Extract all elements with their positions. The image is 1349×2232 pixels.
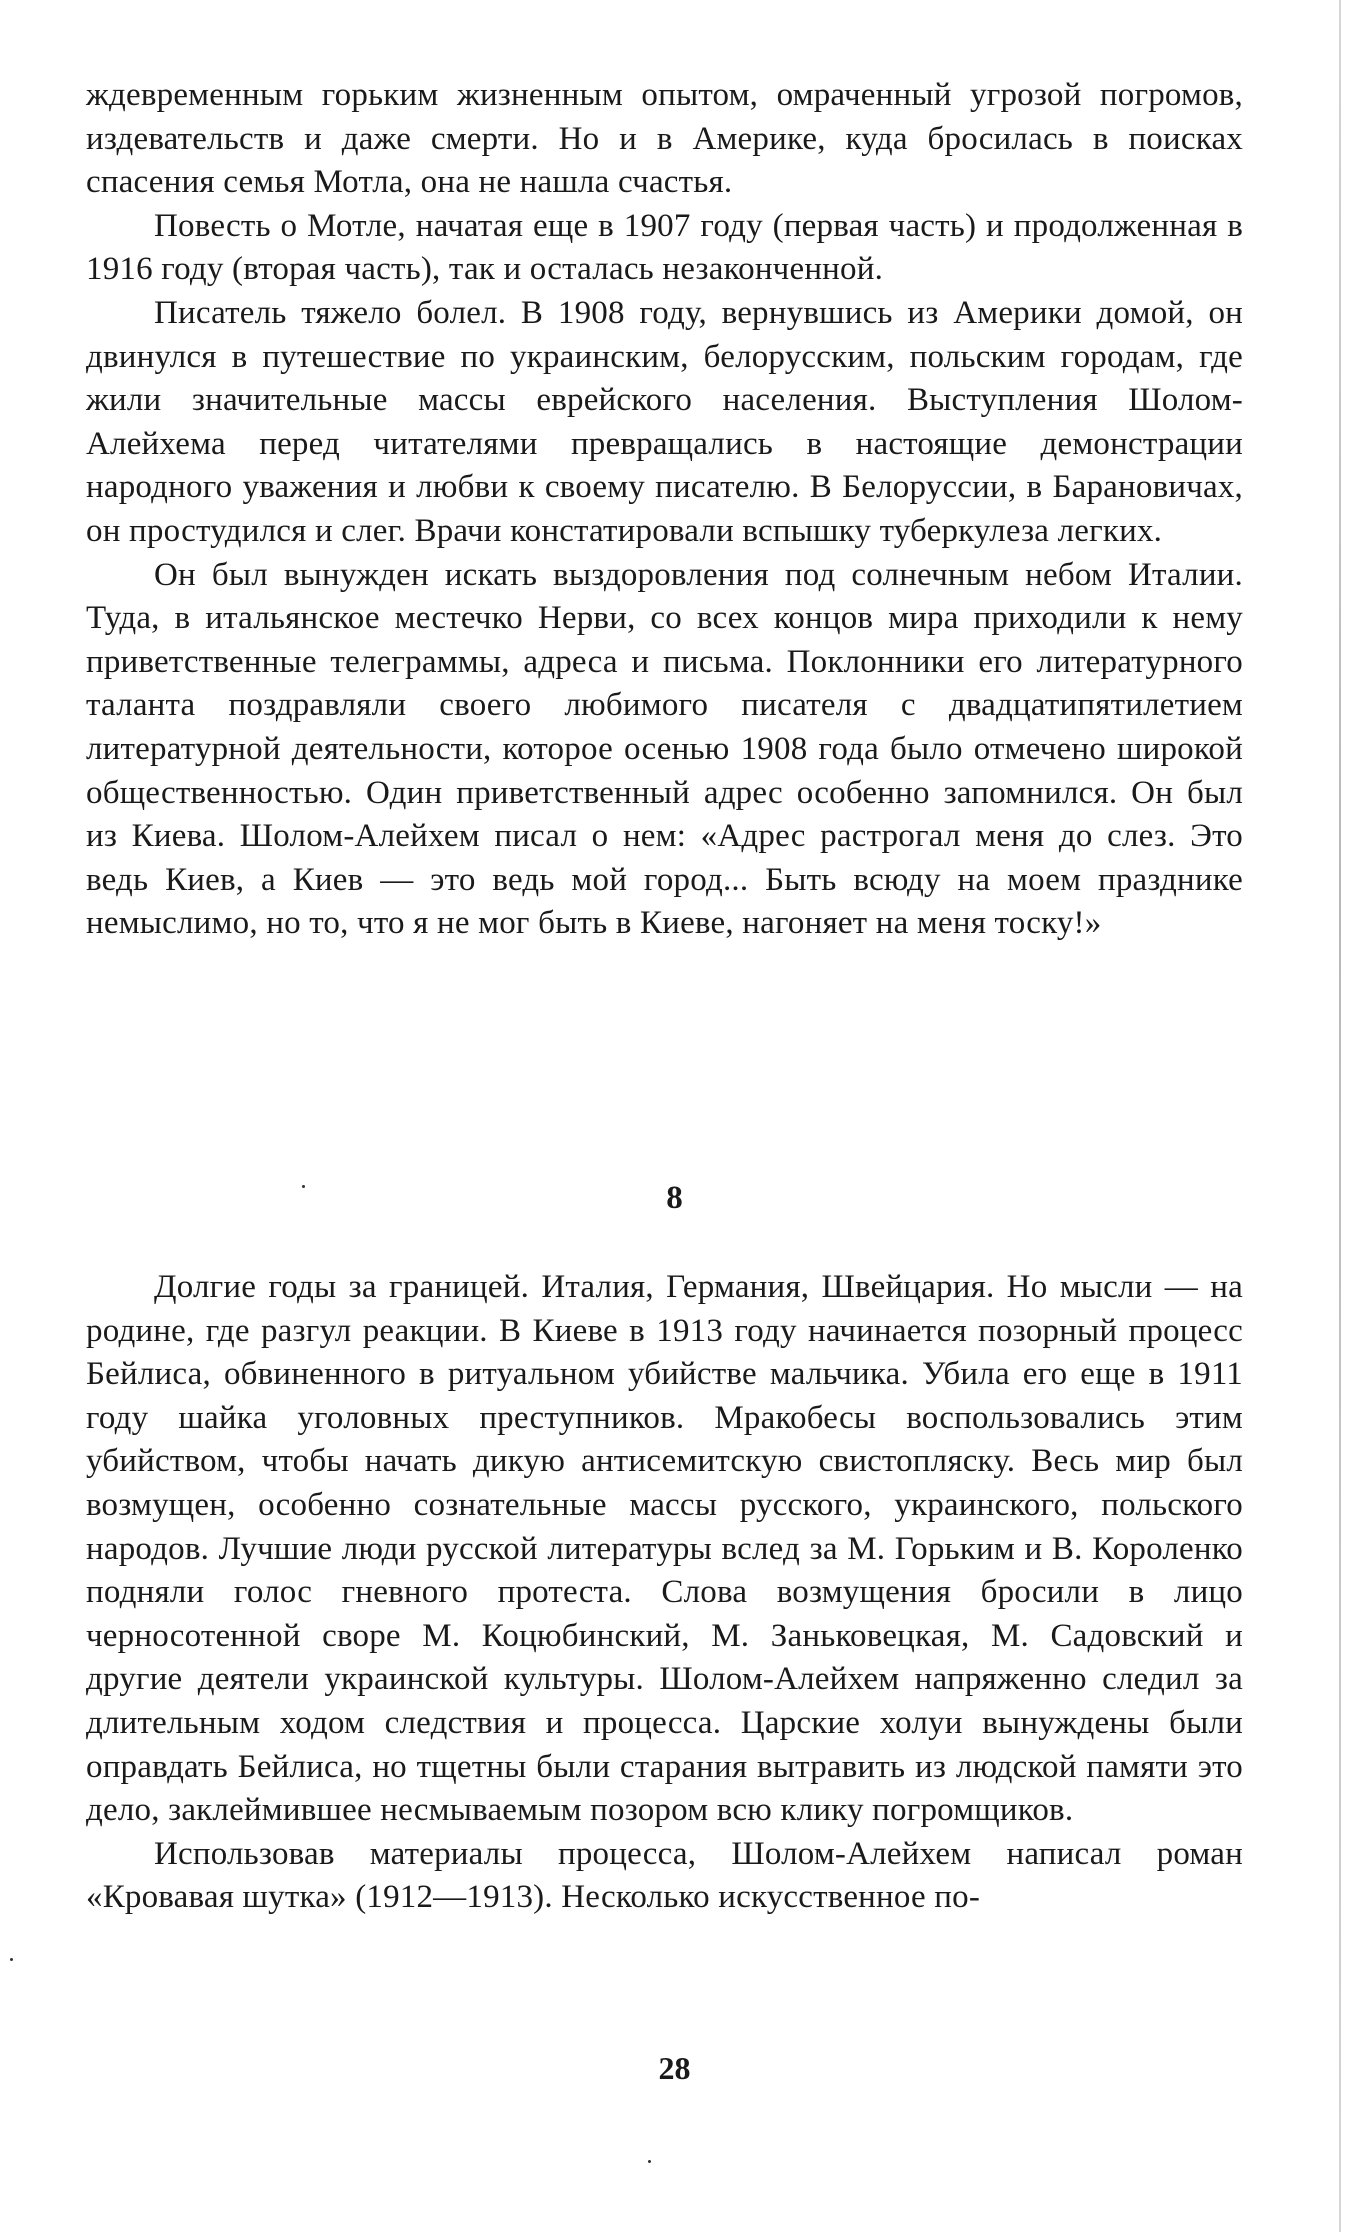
print-speck: [648, 2160, 651, 2163]
section-number: 8: [666, 1180, 683, 1216]
paragraph: Повесть о Мотле, начатая еще в 1907 году (первая часть) и продолженная в 1916 году (вторая часть), так и осталась незаконченной.: [86, 207, 1243, 288]
paragraph: Использовав материалы процесса, Шолом-Алейхем написал роман «Кровавая шутка» (1912—1913). Несколько искусственное по-: [86, 1835, 1243, 1916]
text-block-top: [86, 74, 1243, 946]
page-edge-shadow: [1339, 0, 1341, 2232]
paragraph: Он был вынужден искать выздоровления под солнечным небом Италии. Туда, в итальянское местечко Нерви, со всех концов мира приходили к нему приветственные телеграммы, адреса и письма. Поклонники его литературного таланта поздравляли своего любимого писателя с двадцатипятилетием литературной деятельности, которое осенью 1908 года было отмечено широкой общественностью. Один приветственный адрес особенно запомнился. Он был из Киева. Шолом-Алейхем писал о нем: «Адрес растрогал меня до слез. Это ведь Киев, а Киев — это ведь мой город... Быть всюду на моем празднике немыслимо, но то, что я не мог быть в Киеве, нагоняет на меня тоску!»: [86, 556, 1243, 942]
paragraph: ждевременным горьким жизненным опытом, омраченный угрозой погромов, издевательств и даже смерти. Но и в Америке, куда бросилась в поисках спасения семья Мотла, она не нашла счастья.: [86, 77, 1243, 201]
paragraph: Долгие годы за границей. Италия, Германия, Швейцария. Но мысли — на родине, где разгул реакции. В Киеве в 1913 году начинается позорный процесс Бейлиса, обвиненного в ритуальном убийстве мальчика. Убила его еще в 1911 году шайка уголовных преступников. Мракобесы воспользовались этим убийством, чтобы начать дикую антисемитскую свистопляску. Весь мир был возмущен, особенно сознательные массы русского, украинского, польского народов. Лучшие люди русской литературы вслед за М. Горьким и В. Короленко подняли голос гневного протеста. Слова возмущения бросили в лицо черносотенной своре М. Коцюбинский, М. Заньковецкая, М. Садовский и другие деятели украинской культуры. Шолом-Алейхем напряженно следил за длительным ходом следствия и процесса. Царские холуи вынуждены были оправдать Бейлиса, но тщетны были старания вытравить из людской памяти это дело, заклеймившее несмываемым позором всю клику погромщиков.: [86, 1269, 1243, 1829]
text-block-bottom: [86, 1266, 1243, 1920]
print-speck: [302, 1185, 305, 1188]
page-number: 28: [658, 2050, 691, 2086]
print-speck: [10, 1958, 13, 1961]
paragraph: Писатель тяжело болел. В 1908 году, вернувшись из Америки домой, он двинулся в путешествие по украинским, белорусским, польским городам, где жили значительные массы еврейского населения. Выступления Шолом-Алейхема перед читателями превращались в настоящие демонстрации народного уважения и любви к своему писателю. В Белоруссии, в Барановичах, он простудился и слег. Врачи констатировали вспышку туберкулеза легких.: [86, 294, 1243, 549]
